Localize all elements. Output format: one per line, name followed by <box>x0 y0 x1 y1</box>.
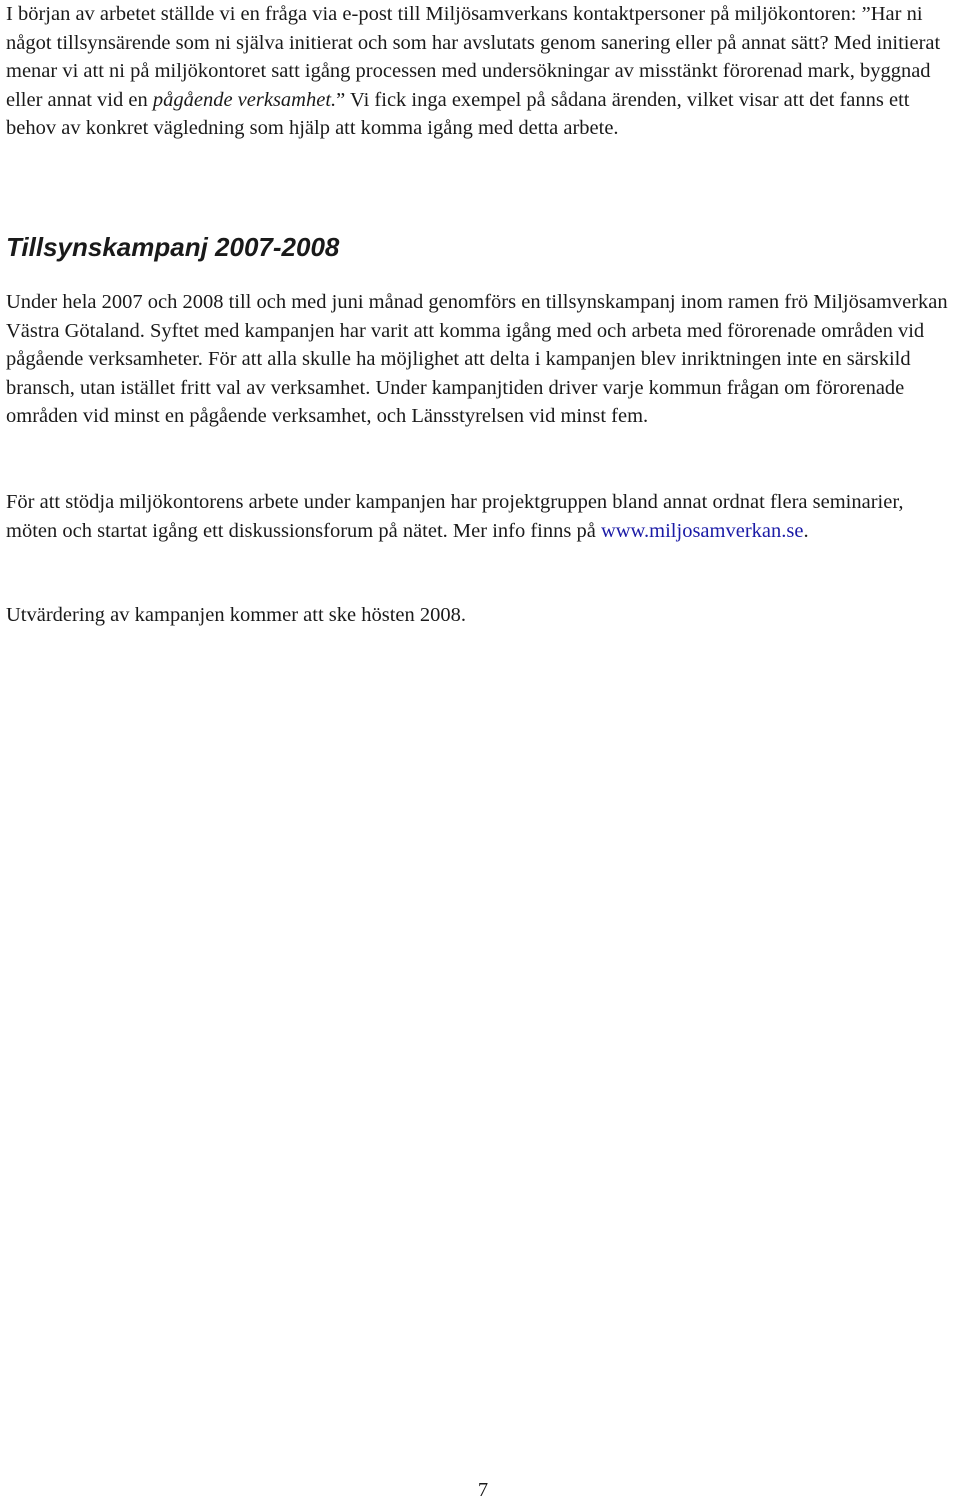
page-number: 7 <box>477 1479 489 1501</box>
support-paragraph <box>6 488 956 545</box>
support-text: För att stödja miljökontorens arbete under kampanjen har projektgruppen bland annat ordnat flera seminarier, möten och startat igång ett diskussionsforum på nätet. Mer info finns på <box>6 491 904 542</box>
evaluation-paragraph: Utvärdering av kampanjen kommer att ske hösten 2008. <box>6 604 466 626</box>
intro-text-end: ” Vi fick inga exempel på sådana ärenden, vilket visar att det fanns ett behov av konkret vägledning som hjälp att komma igång med detta arbete. <box>6 88 910 140</box>
section-heading: Tillsynskampanj 2007-2008 <box>6 232 340 262</box>
support-text-end: . <box>803 519 809 542</box>
miljosamverkan-link[interactable]: www.miljosamverkan.se <box>600 519 804 542</box>
intro-italic-text: pågående verksamhet. <box>152 88 337 111</box>
intro-text-start: I början av arbetet ställde vi en fråga via e-post till Miljösamverkans kontaktpersoner på miljökontoren: ”Har ni något tillsynsärende som ni själva initierat och som har avslutats genom sanering eller på annat sätt? Med initierat menar vi att ni på miljökontoret satt igång processen med undersökningar av misstänkt förorenad mark, byggnad eller annat vid en <box>6 3 941 111</box>
intro-paragraph <box>6 0 956 143</box>
campaign-paragraph: Under hela 2007 och 2008 till och med juni månad genomförs en tillsynskampanj inom ramen frö Miljösamverkan Västra Götaland. Syftet med kampanjen har varit att komma igång med och arbeta med förorenade områden vid pågående verksamheter. För att alla skulle ha möjlighet att delta i kampanjen blev inriktningen inte en särskild bransch, utan istället fritt val av verksamhet. Under kampanjtiden driver varje kommun frågan om förorenade områden vid minst en pågående verksamhet, och Länsstyrelsen vid minst fem. <box>6 291 948 428</box>
